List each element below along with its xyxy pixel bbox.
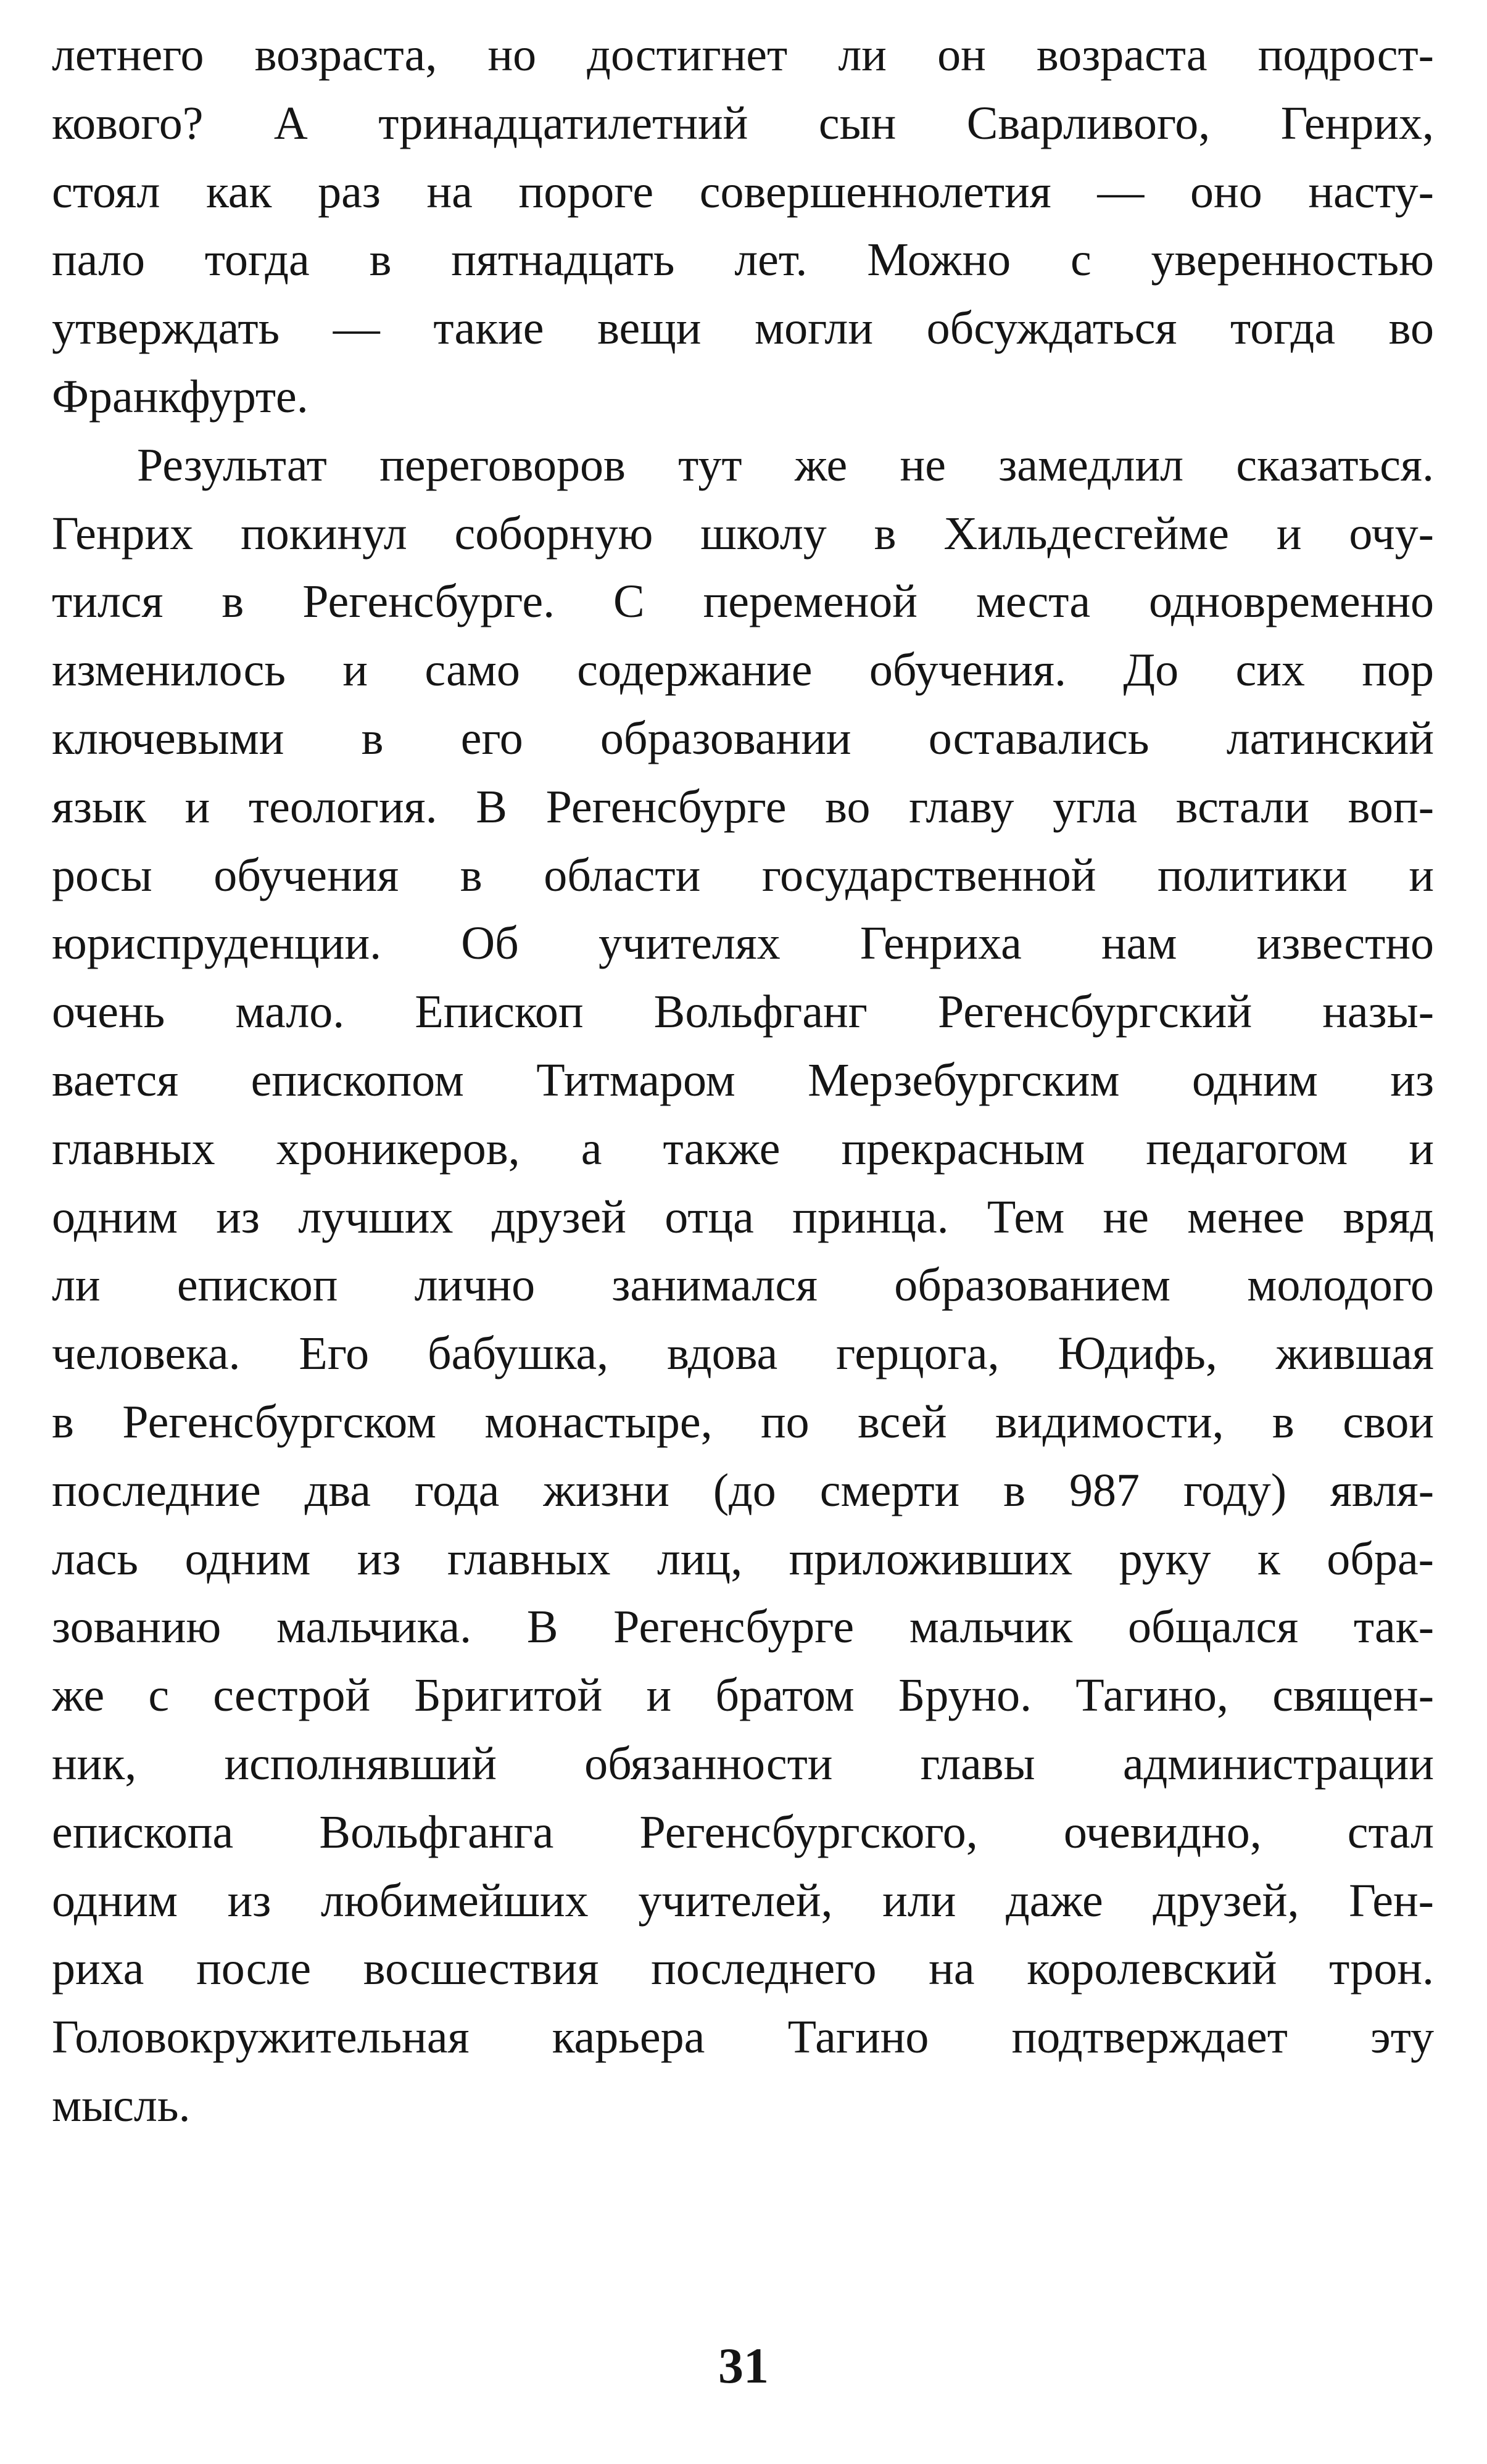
text-line: очень мало. Епископ Вольфганг Регенсбургский назы- xyxy=(52,986,1434,1038)
text-line: стоял как раз на пороге совершеннолетия — оно насту- xyxy=(52,165,1434,218)
text-line: в Регенсбургском монастыре, по всей видимости, в свои xyxy=(52,1395,1434,1448)
text-line: язык и теология. В Регенсбурге во главу угла встали воп- xyxy=(52,780,1434,833)
text-line: риха после восшествия последнего на королевский трон. xyxy=(52,1943,1434,1995)
text-line: лась одним из главных лиц, приложивших руку к обра- xyxy=(52,1532,1434,1585)
text-line: изменилось и само содержание обучения. До сих пор xyxy=(52,644,1434,697)
text-line: Результат переговоров тут же не замедлил сказаться. xyxy=(137,439,1434,491)
text-line: главных хроникеров, а также прекрасным педагогом и xyxy=(52,1122,1434,1175)
text-line: ли епископ лично занимался образованием молодого xyxy=(52,1259,1434,1312)
text-line: юриспруденции. Об учителях Генриха нам известно xyxy=(52,917,1434,970)
paragraph-2 xyxy=(52,431,1434,2140)
text-line: тился в Регенсбурге. С переменой места одновременно xyxy=(52,576,1434,628)
text-line: Генрих покинул соборную школу в Хильдесгейме и очу- xyxy=(52,507,1434,560)
text-line: вается епископом Титмаром Мерзебургским одним из xyxy=(52,1054,1434,1106)
page-number: 31 xyxy=(718,2338,769,2394)
text-line: ник, исполнявший обязанности главы администрации xyxy=(52,1737,1434,1790)
text-line: мысль. xyxy=(52,2079,191,2131)
text-line: одним из любимейших учителей, или даже друзей, Ген- xyxy=(52,1874,1434,1927)
text-line: последние два года жизни (до смерти в 987 году) явля- xyxy=(52,1464,1434,1516)
text-line: зованию мальчика. В Регенсбурге мальчик общался так- xyxy=(52,1601,1434,1653)
text-line: человека. Его бабушка, вдова герцога, Юдифь, жившая xyxy=(52,1328,1434,1380)
text-line: утверждать — такие вещи могли обсуждаться тогда во xyxy=(52,302,1434,355)
text-line: епископа Вольфганга Регенсбургского, очевидно, стал xyxy=(52,1806,1434,1858)
text-line: ключевыми в его образовании оставались латинский xyxy=(52,712,1434,764)
text-line: одним из лучших друзей отца принца. Тем не менее вряд xyxy=(52,1191,1434,1243)
text-line: летнего возраста, но достигнет ли он возраста подрост- xyxy=(52,29,1434,81)
paragraph-1 xyxy=(52,21,1434,431)
text-line: пало тогда в пятнадцать лет. Можно с уверенностью xyxy=(52,234,1434,286)
text-line: же с сестрой Бригитой и братом Бруно. Тагино, священ- xyxy=(52,1669,1434,1722)
text-line: кового? А тринадцатилетний сын Сварливого, Генрих, xyxy=(52,97,1434,149)
body-text xyxy=(52,21,1434,2140)
text-line: росы обучения в области государственной политики и xyxy=(52,849,1434,901)
text-line: Франкфурте. xyxy=(52,370,309,423)
text-line: Головокружительная карьера Тагино подтверждает эту xyxy=(52,2011,1434,2064)
